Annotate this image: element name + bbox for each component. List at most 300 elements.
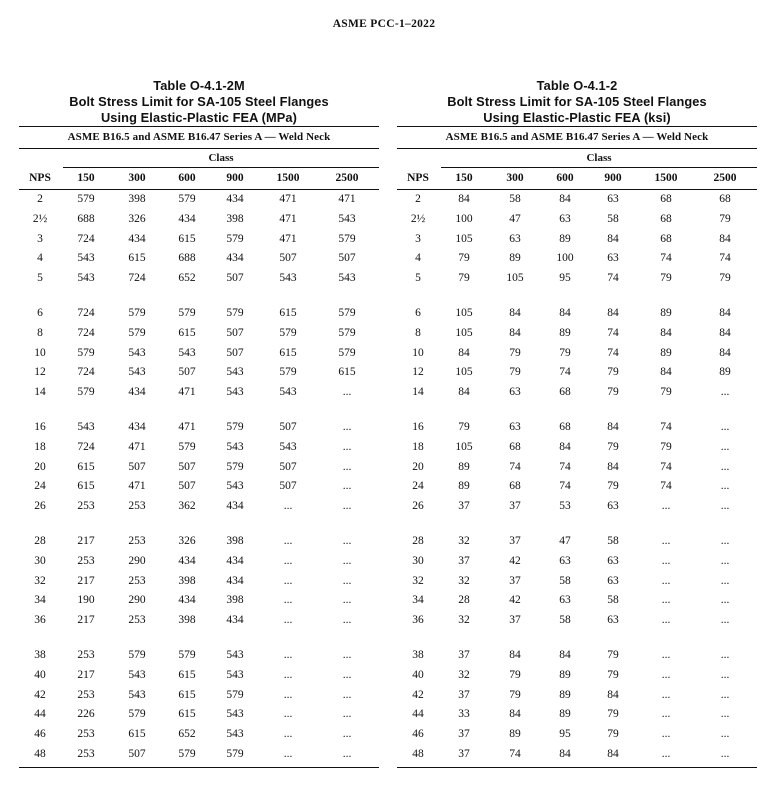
value-cell: 89	[458, 480, 470, 493]
table-row	[19, 210, 379, 230]
value-cell: ...	[720, 614, 730, 627]
value-cell: 37	[458, 648, 470, 661]
value-cell: 652	[178, 728, 196, 741]
class-rule	[441, 167, 757, 168]
value-cell: 79	[607, 668, 619, 681]
value-cell: 579	[279, 366, 297, 379]
value-cell: 579	[77, 193, 95, 205]
nps-cell: 20	[412, 460, 424, 473]
value-cell: 84	[559, 440, 571, 453]
value-cell: 74	[660, 252, 672, 265]
value-cell: 68	[559, 420, 571, 433]
value-cell: 58	[559, 574, 571, 587]
column-header-class-2500: 2500	[713, 172, 737, 184]
value-cell: 290	[128, 594, 146, 607]
table-row	[19, 458, 379, 478]
table-row	[19, 249, 379, 269]
nps-cell: 46	[34, 728, 46, 741]
table-row	[19, 666, 379, 686]
value-cell: ...	[661, 708, 671, 721]
nps-cell: 14	[34, 386, 46, 399]
value-cell: ...	[661, 534, 671, 547]
value-cell: 688	[77, 212, 95, 225]
column-header-class-1500: 1500	[276, 172, 300, 184]
table-row	[19, 269, 379, 289]
value-cell: 74	[559, 366, 571, 379]
value-cell: 47	[509, 212, 521, 225]
table-row	[19, 725, 379, 745]
table-row	[19, 363, 379, 383]
value-cell: 543	[226, 480, 244, 493]
value-cell: 89	[660, 346, 672, 359]
value-cell: 63	[509, 420, 521, 433]
value-cell: 615	[77, 480, 95, 493]
value-cell: ...	[661, 574, 671, 587]
nps-cell: 48	[34, 747, 46, 760]
value-cell: ...	[720, 500, 730, 513]
nps-cell: 36	[412, 614, 424, 627]
value-cell: 32	[458, 574, 470, 587]
table-row	[397, 324, 757, 344]
nps-cell: 40	[412, 668, 424, 681]
value-cell: ...	[342, 594, 352, 607]
group-spacer	[19, 517, 379, 532]
value-cell: ...	[661, 668, 671, 681]
group-spacer	[19, 289, 379, 304]
nps-cell: 34	[34, 594, 46, 607]
nps-cell: 2½	[32, 212, 48, 225]
value-cell: 253	[128, 500, 146, 513]
value-cell: 579	[178, 440, 196, 453]
value-cell: 579	[128, 648, 146, 661]
value-cell: 37	[458, 728, 470, 741]
table-caption: Bolt Stress Limit for SA-105 Steel Flanges	[69, 94, 329, 109]
table-title	[19, 78, 379, 126]
value-cell: 615	[178, 688, 196, 701]
value-cell: 615	[279, 346, 297, 359]
value-cell: ...	[720, 440, 730, 453]
value-cell: 543	[128, 688, 146, 701]
value-cell: 89	[660, 306, 672, 319]
value-cell: 63	[607, 574, 619, 587]
nps-cell: 46	[412, 728, 424, 741]
value-cell: 28	[458, 594, 470, 607]
value-cell: 79	[607, 728, 619, 741]
value-cell: 507	[128, 460, 146, 473]
value-cell: 79	[607, 708, 619, 721]
value-cell: ...	[283, 594, 293, 607]
value-cell: 253	[77, 747, 95, 760]
value-cell: 74	[559, 480, 571, 493]
value-cell: ...	[283, 500, 293, 513]
value-cell: 79	[458, 252, 470, 265]
value-cell: 615	[128, 252, 146, 265]
value-cell: 37	[509, 534, 521, 547]
value-cell: 79	[607, 386, 619, 399]
value-cell: 84	[660, 326, 672, 339]
value-cell: 543	[128, 668, 146, 681]
value-cell: 579	[77, 386, 95, 399]
column-header-class-900: 900	[604, 172, 622, 184]
table-number: Table O-4.1-2	[536, 78, 618, 93]
value-cell: 434	[128, 420, 146, 433]
table-row	[397, 666, 757, 686]
value-cell: 615	[279, 306, 297, 319]
bottom-rule	[397, 767, 757, 768]
value-cell: 37	[458, 747, 470, 760]
value-cell: 79	[509, 668, 521, 681]
table-row	[397, 344, 757, 364]
value-cell: 434	[128, 232, 146, 245]
value-cell: 105	[455, 440, 473, 453]
value-cell: ...	[720, 728, 730, 741]
value-cell: 79	[509, 346, 521, 359]
value-cell: ...	[720, 534, 730, 547]
value-cell: ...	[342, 688, 352, 701]
value-cell: 84	[719, 232, 731, 245]
value-cell: ...	[283, 648, 293, 661]
table-row	[19, 686, 379, 706]
value-cell: 74	[660, 460, 672, 473]
value-cell: 84	[607, 688, 619, 701]
value-cell: 253	[77, 688, 95, 701]
column-header-nps: NPS	[407, 172, 429, 184]
value-cell: 507	[178, 480, 196, 493]
table-row	[397, 383, 757, 403]
table-row	[397, 458, 757, 478]
table-row	[19, 705, 379, 725]
value-cell: 105	[455, 366, 473, 379]
value-cell: ...	[661, 648, 671, 661]
value-cell: 37	[509, 614, 521, 627]
group-spacer	[397, 403, 757, 418]
nps-cell: 12	[412, 366, 424, 379]
value-cell: 68	[719, 193, 731, 205]
value-cell: 615	[178, 232, 196, 245]
value-cell: 398	[128, 193, 146, 205]
value-cell: 253	[77, 648, 95, 661]
value-cell: 74	[607, 346, 619, 359]
value-cell: 58	[607, 594, 619, 607]
value-cell: 217	[77, 614, 95, 627]
value-cell: 84	[559, 747, 571, 760]
value-cell: 79	[559, 346, 571, 359]
table-row	[397, 705, 757, 725]
value-cell: 724	[128, 272, 146, 285]
value-cell: ...	[283, 708, 293, 721]
value-cell: 63	[509, 232, 521, 245]
value-cell: ...	[283, 668, 293, 681]
table-row	[19, 418, 379, 438]
value-cell: 42	[509, 554, 521, 567]
value-cell: ...	[720, 574, 730, 587]
value-cell: 37	[509, 574, 521, 587]
value-cell: 89	[559, 326, 571, 339]
table-row	[19, 383, 379, 403]
nps-cell: 34	[412, 594, 424, 607]
value-cell: 84	[607, 747, 619, 760]
table-row	[19, 646, 379, 666]
value-cell: 84	[509, 648, 521, 661]
value-cell: 579	[226, 688, 244, 701]
value-cell: 434	[226, 574, 244, 587]
value-cell: 84	[607, 420, 619, 433]
value-cell: 74	[607, 326, 619, 339]
value-cell: 434	[128, 386, 146, 399]
value-cell: 543	[178, 346, 196, 359]
value-cell: 253	[77, 554, 95, 567]
value-cell: ...	[661, 500, 671, 513]
nps-cell: 6	[415, 306, 421, 319]
bottom-rule	[19, 767, 379, 768]
nps-cell: 16	[412, 420, 424, 433]
value-cell: 543	[226, 440, 244, 453]
nps-cell: 3	[415, 232, 421, 245]
value-cell: ...	[342, 554, 352, 567]
value-cell: 74	[509, 747, 521, 760]
value-cell: 84	[509, 326, 521, 339]
value-cell: 543	[128, 346, 146, 359]
nps-cell: 8	[415, 326, 421, 339]
table-row	[19, 611, 379, 631]
nps-cell: 24	[34, 480, 46, 493]
value-cell: ...	[661, 728, 671, 741]
value-cell: ...	[342, 480, 352, 493]
value-cell: 543	[77, 272, 95, 285]
table-row	[397, 591, 757, 611]
value-cell: 724	[77, 306, 95, 319]
nps-cell: 44	[412, 708, 424, 721]
column-header-class-600: 600	[178, 172, 196, 184]
value-cell: ...	[283, 614, 293, 627]
table-row	[19, 304, 379, 324]
table-row	[19, 230, 379, 250]
value-cell: 79	[607, 480, 619, 493]
value-cell: 32	[458, 534, 470, 547]
value-cell: 579	[226, 420, 244, 433]
value-cell: 105	[506, 272, 524, 285]
value-cell: 84	[559, 648, 571, 661]
value-cell: 362	[178, 500, 196, 513]
column-header-class-600: 600	[556, 172, 574, 184]
nps-cell: 28	[34, 534, 46, 547]
value-cell: 68	[509, 480, 521, 493]
value-cell: ...	[661, 688, 671, 701]
value-cell: 58	[607, 212, 619, 225]
value-cell: 434	[178, 554, 196, 567]
value-cell: 89	[458, 460, 470, 473]
value-cell: 290	[128, 554, 146, 567]
value-cell: 434	[226, 193, 244, 205]
value-cell: ...	[720, 668, 730, 681]
value-cell: 253	[128, 534, 146, 547]
value-cell: 543	[226, 708, 244, 721]
value-cell: 37	[458, 688, 470, 701]
table-row	[397, 249, 757, 269]
column-header-nps: NPS	[29, 172, 51, 184]
column-header-class-1500: 1500	[654, 172, 678, 184]
group-spacer	[397, 289, 757, 304]
value-cell: 543	[279, 272, 297, 285]
value-cell: 79	[607, 648, 619, 661]
value-cell: 579	[226, 232, 244, 245]
value-cell: 253	[77, 728, 95, 741]
nps-cell: 14	[412, 386, 424, 399]
value-cell: 724	[77, 326, 95, 339]
table-row	[397, 230, 757, 250]
value-cell: 507	[226, 272, 244, 285]
value-cell: 63	[607, 252, 619, 265]
table-title	[397, 78, 757, 126]
value-cell: 398	[226, 594, 244, 607]
value-cell: 84	[509, 708, 521, 721]
value-cell: 37	[509, 500, 521, 513]
value-cell: 84	[458, 193, 470, 205]
column-header-class-900: 900	[226, 172, 244, 184]
value-cell: 84	[458, 346, 470, 359]
nps-cell: 5	[415, 272, 421, 285]
value-cell: ...	[720, 554, 730, 567]
value-cell: 326	[128, 212, 146, 225]
value-cell: ...	[283, 728, 293, 741]
value-cell: 79	[607, 440, 619, 453]
table-caption: Bolt Stress Limit for SA-105 Steel Flanges	[447, 94, 707, 109]
table-number: Table O-4.1-2M	[153, 78, 245, 93]
table-row	[19, 477, 379, 497]
value-cell: 32	[458, 614, 470, 627]
value-cell: 253	[128, 574, 146, 587]
value-cell: 74	[719, 252, 731, 265]
value-cell: 579	[226, 460, 244, 473]
class-rule	[63, 167, 379, 168]
group-spacer	[397, 517, 757, 532]
column-header-class-150: 150	[77, 172, 95, 184]
value-cell: 68	[509, 440, 521, 453]
nps-cell: 40	[34, 668, 46, 681]
table-row	[19, 190, 379, 210]
value-cell: 105	[455, 326, 473, 339]
value-cell: 89	[559, 232, 571, 245]
value-cell: 507	[338, 252, 356, 265]
value-cell: 95	[559, 272, 571, 285]
value-cell: 84	[607, 232, 619, 245]
value-cell: ...	[342, 460, 352, 473]
value-cell: 79	[458, 272, 470, 285]
table-row	[19, 745, 379, 765]
value-cell: 79	[719, 212, 731, 225]
value-cell: 471	[338, 193, 356, 205]
value-cell: ...	[720, 594, 730, 607]
value-cell: 74	[607, 272, 619, 285]
value-cell: 84	[719, 306, 731, 319]
value-cell: ...	[661, 594, 671, 607]
value-cell: 79	[458, 420, 470, 433]
value-cell: 398	[178, 614, 196, 627]
value-cell: 615	[178, 708, 196, 721]
table-body	[397, 190, 757, 765]
table-row	[19, 532, 379, 552]
value-cell: ...	[342, 747, 352, 760]
table-row	[397, 497, 757, 517]
column-header-class-2500: 2500	[335, 172, 359, 184]
nps-cell: 10	[34, 346, 46, 359]
table-row	[19, 591, 379, 611]
value-cell: 37	[458, 500, 470, 513]
value-cell: 79	[660, 440, 672, 453]
value-cell: ...	[342, 440, 352, 453]
table-caption-units: Using Elastic-Plastic FEA (ksi)	[483, 110, 671, 125]
nps-cell: 38	[34, 648, 46, 661]
value-cell: ...	[283, 574, 293, 587]
value-cell: ...	[720, 386, 730, 399]
value-cell: 579	[178, 193, 196, 205]
value-cell: 79	[607, 366, 619, 379]
value-cell: ...	[720, 708, 730, 721]
value-cell: 79	[660, 272, 672, 285]
value-cell: 47	[559, 534, 571, 547]
value-cell: 507	[178, 366, 196, 379]
nps-cell: 32	[34, 574, 46, 587]
value-cell: 79	[660, 386, 672, 399]
value-cell: 84	[719, 326, 731, 339]
table-row	[397, 363, 757, 383]
value-cell: 33	[458, 708, 470, 721]
value-cell: 652	[178, 272, 196, 285]
table-caption-units: Using Elastic-Plastic FEA (MPa)	[100, 110, 298, 125]
value-cell: 63	[559, 594, 571, 607]
nps-cell: 42	[34, 688, 46, 701]
table-subheading: ASME B16.5 and ASME B16.47 Series A — Weld Neck	[67, 131, 331, 143]
value-cell: 89	[509, 252, 521, 265]
table-row	[397, 646, 757, 666]
value-cell: 326	[178, 534, 196, 547]
value-cell: 579	[226, 306, 244, 319]
value-cell: 89	[509, 728, 521, 741]
value-cell: 579	[77, 346, 95, 359]
value-cell: 471	[279, 232, 297, 245]
group-spacer	[19, 403, 379, 418]
value-cell: 579	[338, 306, 356, 319]
value-cell: 217	[77, 668, 95, 681]
column-header-row	[397, 168, 757, 189]
value-cell: 68	[660, 212, 672, 225]
value-cell: 579	[128, 708, 146, 721]
value-cell: 543	[226, 366, 244, 379]
value-cell: 579	[178, 747, 196, 760]
value-cell: ...	[342, 534, 352, 547]
value-cell: ...	[342, 708, 352, 721]
value-cell: ...	[661, 554, 671, 567]
value-cell: ...	[342, 648, 352, 661]
value-cell: 74	[660, 420, 672, 433]
value-cell: 507	[128, 747, 146, 760]
value-cell: 579	[178, 648, 196, 661]
table-row	[19, 324, 379, 344]
value-cell: ...	[283, 688, 293, 701]
value-cell: 543	[226, 648, 244, 661]
value-cell: 74	[559, 460, 571, 473]
value-cell: 95	[559, 728, 571, 741]
table-row	[397, 572, 757, 592]
value-cell: 89	[559, 708, 571, 721]
value-cell: 63	[559, 212, 571, 225]
value-cell: 724	[77, 366, 95, 379]
value-cell: 434	[226, 500, 244, 513]
column-header-row	[19, 168, 379, 189]
nps-cell: 42	[412, 688, 424, 701]
table-row	[397, 611, 757, 631]
table-subheading: ASME B16.5 and ASME B16.47 Series A — Weld Neck	[445, 131, 709, 143]
